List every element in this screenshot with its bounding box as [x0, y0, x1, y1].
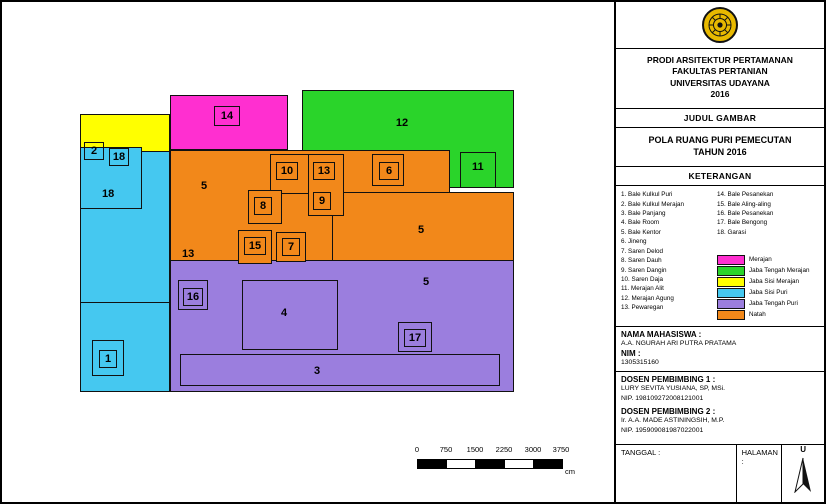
legend-item: 3. Bale Panjang	[621, 209, 666, 217]
keterangan-header	[616, 167, 824, 186]
legend-item: 9. Saren Dangin	[621, 266, 667, 274]
mahasiswa-name: A.A. NGURAH ARI PUTRA PRATAMA	[621, 339, 737, 347]
swatch-label: Merajan	[749, 256, 772, 264]
plan-label: 8	[254, 197, 272, 215]
pembimbing1-nip: NIP. 198109272008121001	[621, 395, 704, 403]
plan-label: 5	[423, 276, 430, 288]
legend	[616, 186, 824, 327]
judul-gambar-header	[616, 109, 824, 128]
nim-label: NIM :	[621, 348, 641, 358]
swatch-label: Jaba Tengah Merajan	[749, 267, 810, 275]
legend-item: 5. Bale Kentor	[621, 228, 661, 236]
pembimbing2-label: DOSEN PEMBIMBING 2 :	[621, 407, 716, 417]
scale-tick: 2250	[495, 445, 513, 454]
legend-item: 13. Pewaregan	[621, 304, 664, 312]
legend-item: 6. Jineng	[621, 238, 647, 246]
judul-gambar-value	[616, 128, 824, 167]
plan-label: 10	[276, 162, 298, 180]
legend-item: 11. Merajan Alit	[621, 285, 664, 293]
institution-line: UNIVERSITAS UDAYANA	[670, 77, 770, 88]
plan-label: 18	[109, 148, 129, 166]
legend-item: 14. Bale Pesanekan	[717, 191, 774, 199]
scale-unit: cm	[565, 467, 575, 476]
scale-tick: 3000	[524, 445, 542, 454]
legend-item: 18. Garasi	[717, 228, 747, 236]
legend-item: 15. Bale Aling-aling	[717, 200, 771, 208]
title-block	[614, 2, 824, 502]
scale-tick: 1500	[466, 445, 484, 454]
plan-label: 15	[244, 237, 266, 255]
plan-label: 11	[472, 161, 484, 173]
judul-line: TAHUN 2016	[693, 147, 747, 158]
pembimbing2-name: Ir. A.A. MADE ASTININGSIH, M.P.	[621, 417, 725, 425]
judul-gambar-label: JUDUL GAMBAR	[683, 112, 757, 123]
plan-label: 18	[102, 188, 115, 200]
institution-line: PRODI ARSITEKTUR PERTAMANAN	[647, 55, 793, 65]
plan-label: 9	[313, 192, 331, 210]
swatch-color-jaba-tengah-puri	[717, 299, 745, 309]
swatch-color-merajan	[717, 255, 745, 265]
site-plan-drawing	[2, 2, 614, 502]
bottom-row	[616, 444, 824, 502]
plan-label: 1	[99, 350, 117, 368]
swatch-color-natah	[717, 310, 745, 320]
north-cell	[782, 445, 824, 502]
swatch-color-jaba-tengah-merajan	[717, 266, 745, 276]
logo-row	[616, 2, 824, 49]
halaman-cell	[737, 445, 783, 502]
mahasiswa-label: NAMA MAHASISWA :	[621, 329, 702, 339]
swatch-label: Jaba Tengah Puri	[749, 300, 798, 308]
scale-bar	[414, 445, 577, 485]
pembimbing-block	[616, 372, 824, 439]
institution-line: FAKULTAS PERTANIAN	[672, 66, 768, 77]
room-bale-room	[242, 280, 338, 350]
north-arrow-icon	[794, 457, 812, 495]
scale-tick: 3750	[552, 445, 570, 454]
plan-label: 12	[395, 116, 409, 129]
university-crest-icon	[702, 7, 738, 43]
legend-item: 8. Saren Dauh	[621, 257, 662, 265]
room-bale-panjang	[180, 354, 500, 386]
pembimbing1-name: LURY SEVITA YUSIANA, SP, MSi.	[621, 385, 726, 393]
legend-item: 10. Saren Daja	[621, 276, 664, 283]
institution-year: 2016	[710, 89, 730, 100]
plan-label: 17	[404, 329, 426, 347]
swatch-label: Jaba Sisi Puri	[749, 289, 788, 297]
plan-label: 4	[281, 307, 288, 319]
plan-label: 2	[84, 142, 104, 160]
nim-value: 1305315160	[621, 358, 659, 366]
plan-label: 16	[183, 288, 203, 306]
legend-item: 16. Bale Pesanekan	[717, 209, 774, 217]
institution-block	[616, 49, 824, 109]
swatch-color-jaba-sisi-puri	[717, 288, 745, 298]
halaman-label: HALAMAN :	[741, 448, 778, 466]
plan-label: 13	[313, 162, 335, 180]
north-label: U	[800, 445, 807, 454]
pembimbing2-nip: NIP. 195909081987022001	[621, 426, 704, 434]
scale-tick: 0	[414, 445, 420, 454]
legend-column-left	[621, 190, 713, 313]
judul-line: POLA RUANG PURI PEMECUTAN	[648, 134, 792, 145]
scale-tick: 750	[439, 445, 453, 454]
keterangan-label: KETERANGAN	[688, 171, 752, 182]
swatch-color-jaba-sisi-merajan	[717, 277, 745, 287]
legend-item: 12. Merajan Agung	[621, 294, 674, 302]
plan-label: 3	[314, 365, 321, 377]
swatch-label: Jaba Sisi Merajan	[749, 278, 800, 286]
pembimbing1-label: DOSEN PEMBIMBING 1 :	[621, 375, 716, 385]
plan-label: 5	[418, 224, 425, 236]
mahasiswa-block	[616, 327, 824, 373]
legend-item: 17. Bale Bengong	[717, 219, 768, 227]
tanggal-label: TANGGAL :	[621, 448, 661, 457]
plan-label: 6	[379, 162, 399, 180]
scale-tick-labels	[414, 445, 577, 457]
legend-item: 2. Bale Kulkul Merajan	[621, 200, 685, 208]
swatch-label: Natah	[749, 311, 766, 319]
tanggal-cell	[616, 445, 737, 502]
legend-item: 4. Bale Room	[621, 219, 660, 227]
plan-label: 7	[282, 238, 300, 256]
plan-label: 14	[214, 106, 240, 126]
legend-item: 1. Bale Kulkul Puri	[621, 191, 673, 199]
plan-label: 13	[182, 248, 195, 260]
legend-item: 7. Saren Delod	[621, 247, 664, 255]
scale-bar-graphic	[417, 459, 563, 469]
plan-label: 5	[201, 180, 208, 192]
